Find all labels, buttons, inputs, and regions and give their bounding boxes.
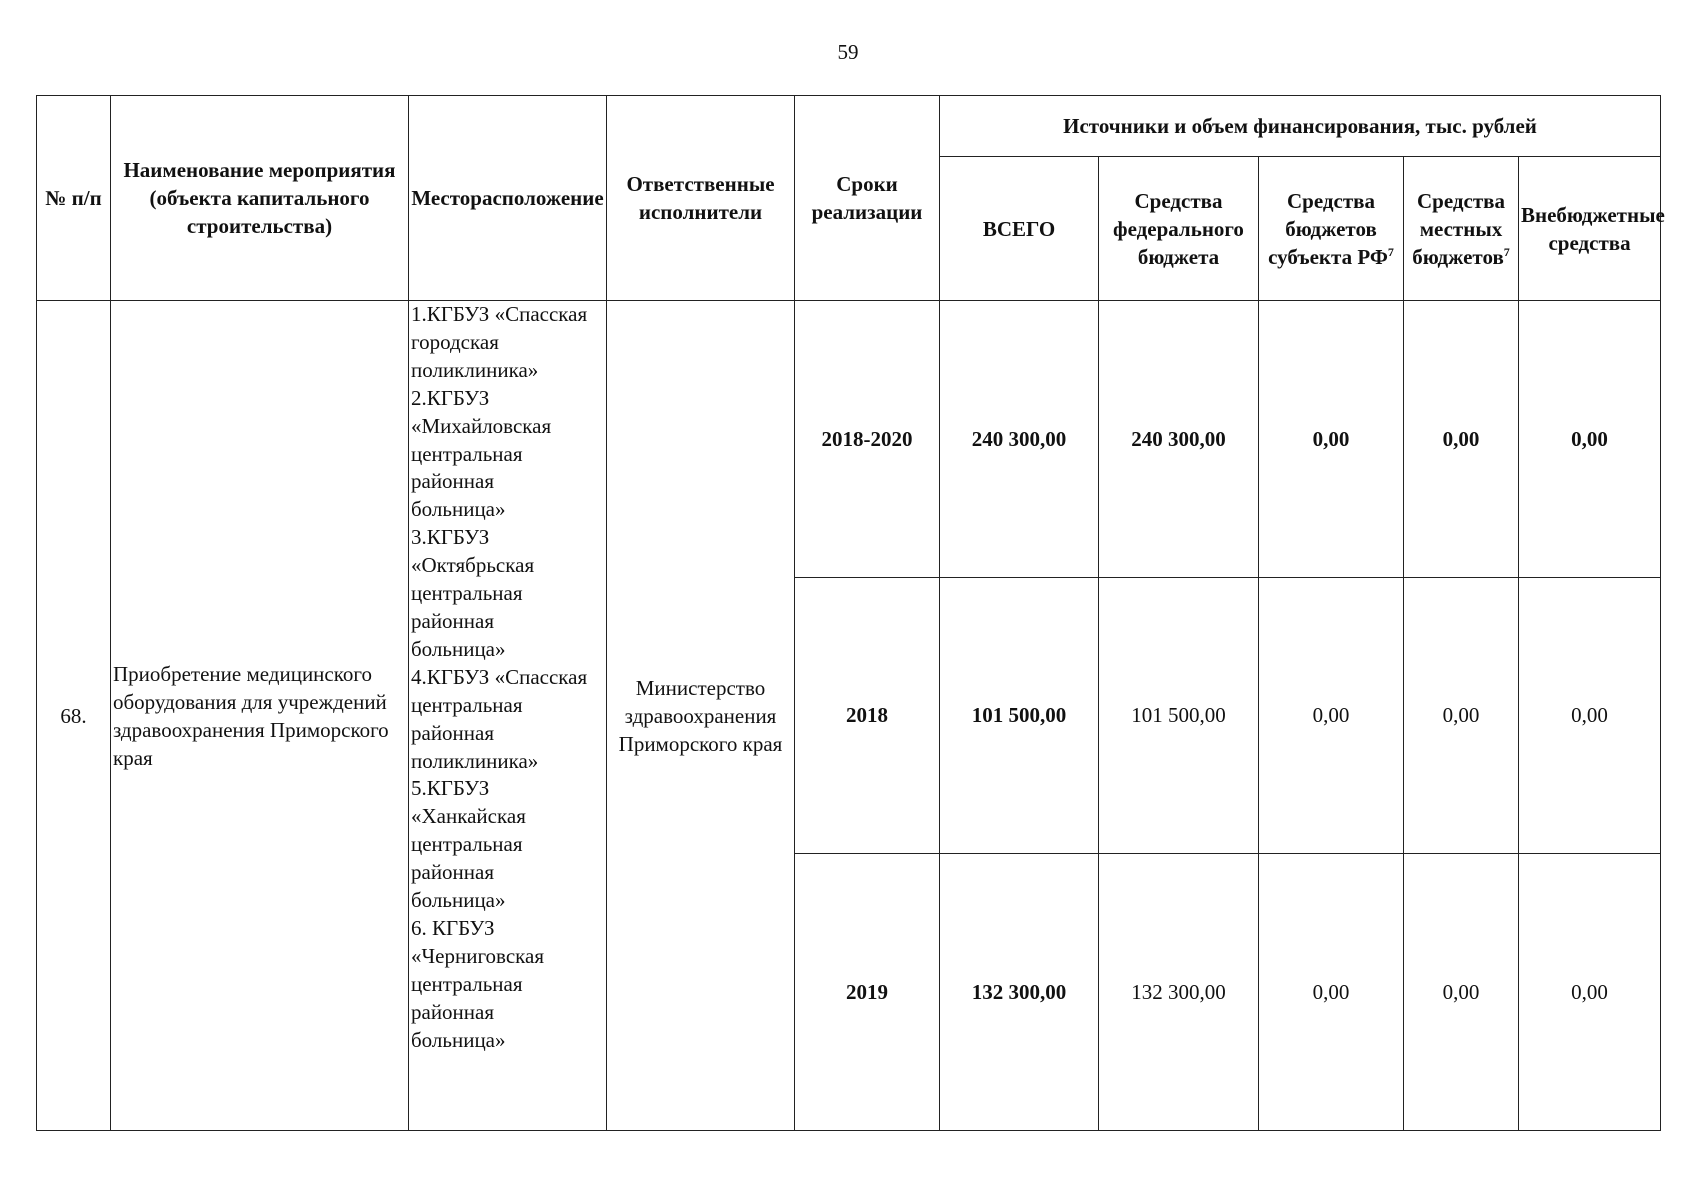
federal-2018-2020: 240 300,00 (1099, 301, 1259, 578)
header-total: ВСЕГО (940, 157, 1099, 301)
regional-2019: 0,00 (1259, 854, 1404, 1131)
location-line: городская (411, 329, 499, 354)
location-line: больница» (411, 888, 506, 913)
header-extra: Внебюджетные средства (1519, 157, 1661, 301)
location-line: «Ханкайская (411, 804, 526, 829)
term-2018: 2018 (795, 577, 940, 854)
location-line: районная (411, 860, 495, 885)
header-name: Наименование мероприятия (объекта капитального строительства) (111, 96, 409, 301)
financing-table (36, 95, 1665, 1131)
location-line: 1.КГБУЗ «Спасская (411, 302, 588, 326)
location-line: «Черниговская (411, 943, 545, 968)
location-line: центральная (411, 441, 523, 466)
table-row (37, 301, 1661, 578)
page-number: 59 (837, 40, 859, 64)
regional-2018-2020: 0,00 (1259, 301, 1404, 578)
total-2018-2020: 240 300,00 (940, 301, 1099, 578)
header-local-footnote: 7 (1503, 244, 1510, 259)
location-line: поликлиника» (411, 748, 539, 773)
local-2018-2020: 0,00 (1404, 301, 1519, 578)
location-line: больница» (411, 636, 506, 661)
total-2019: 132 300,00 (940, 854, 1099, 1131)
header-sources-title: Источники и объем финансирования, тыс. рублей (940, 96, 1661, 157)
location-line: 3.КГБУЗ (411, 525, 490, 550)
term-2018-2020: 2018-2020 (795, 301, 940, 578)
header-federal: Средства федерального бюджета (1099, 157, 1259, 301)
location-line: поликлиника» (411, 357, 539, 382)
header-regional-label: Средства бюджетов субъекта РФ (1268, 188, 1388, 269)
location-line: «Михайловская (411, 413, 552, 438)
row-name: Приобретение медицинского оборудования для учреждений здравоохранения Приморского края (111, 301, 409, 1131)
location-line: больница» (411, 497, 506, 522)
total-2018: 101 500,00 (940, 577, 1099, 854)
location-line: центральная (411, 971, 523, 996)
row-num: 68. (37, 301, 111, 1131)
location-line: центральная (411, 692, 523, 717)
row-location (409, 301, 607, 1131)
header-regional (1259, 157, 1404, 301)
header-row-top (37, 96, 1661, 157)
extra-2018: 0,00 (1519, 577, 1661, 854)
term-2019: 2019 (795, 854, 940, 1131)
location-line: районная (411, 469, 495, 494)
location-line: «Октябрьская (411, 553, 535, 578)
location-line: больница» (411, 1027, 506, 1052)
location-line: центральная (411, 832, 523, 857)
location-line: 5.КГБУЗ (411, 776, 490, 801)
header-num: № п/п (37, 96, 111, 301)
location-line: 6. КГБУЗ (411, 915, 495, 940)
location-line: районная (411, 608, 495, 633)
local-2018: 0,00 (1404, 577, 1519, 854)
location-line: центральная (411, 581, 523, 606)
header-terms: Сроки реализации (795, 96, 940, 301)
header-local (1404, 157, 1519, 301)
federal-2019: 132 300,00 (1099, 854, 1259, 1131)
header-responsible: Ответственные исполнители (607, 96, 795, 301)
local-2019: 0,00 (1404, 854, 1519, 1131)
regional-2018: 0,00 (1259, 577, 1404, 854)
federal-2018: 101 500,00 (1099, 577, 1259, 854)
header-regional-footnote: 7 (1387, 244, 1394, 259)
header-location: Месторасположение (409, 96, 607, 301)
location-line: 2.КГБУЗ (411, 385, 490, 410)
header-local-label: Средства местных бюджетов (1412, 188, 1505, 269)
location-line: районная (411, 999, 495, 1024)
location-line: районная (411, 720, 495, 745)
location-line: 4.КГБУЗ «Спасская (411, 664, 588, 689)
extra-2018-2020: 0,00 (1519, 301, 1661, 578)
extra-2019: 0,00 (1519, 854, 1661, 1131)
row-responsible: Министерство здравоохранения Приморского края (607, 301, 795, 1131)
